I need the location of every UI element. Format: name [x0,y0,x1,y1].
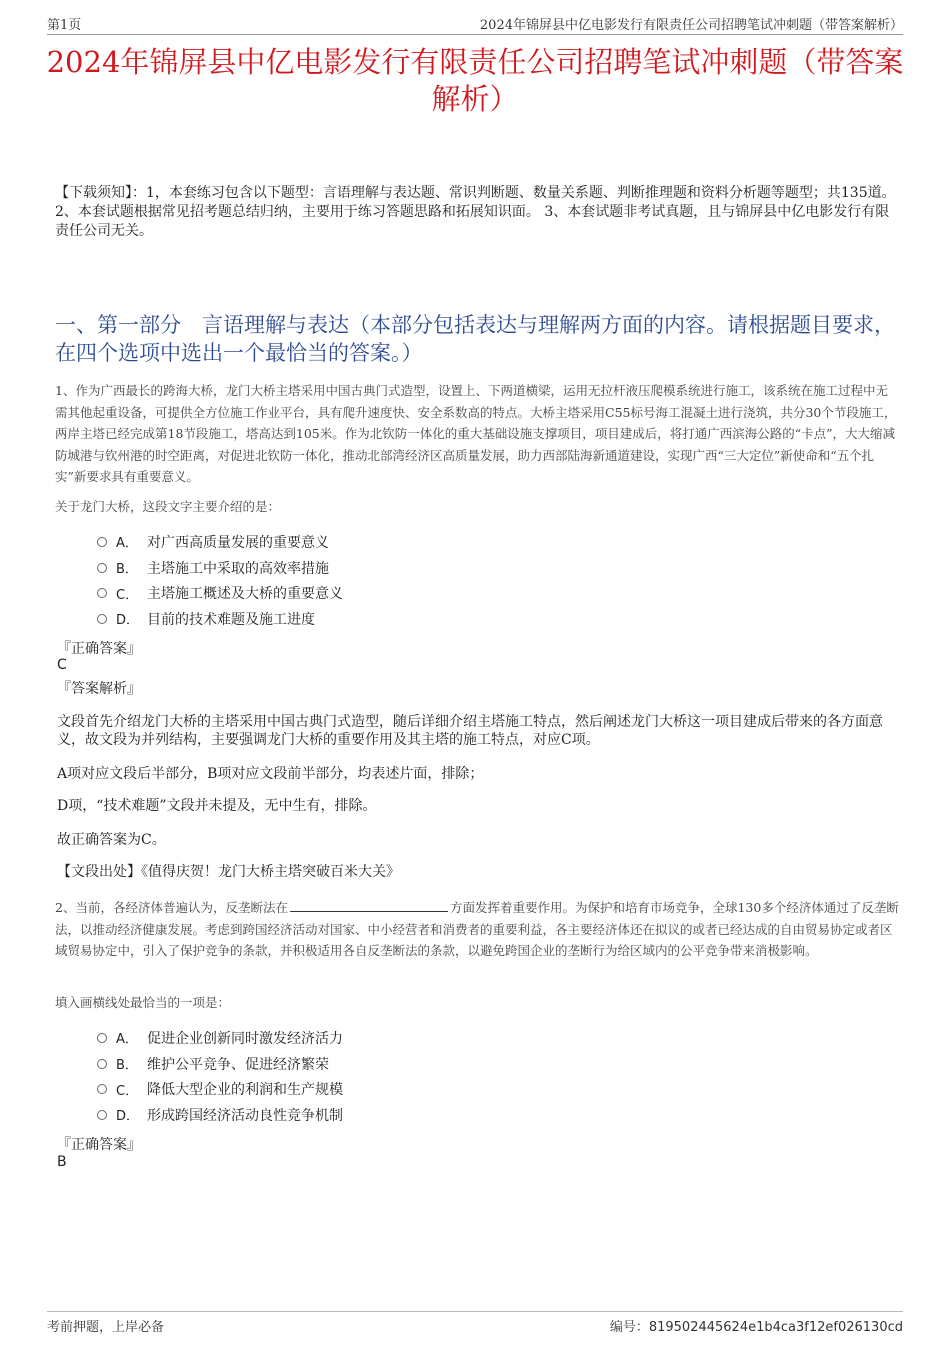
page-footer [47,1311,903,1336]
question-2-prompt: 填入画横线处最恰当的一项是： [55,995,231,1010]
option-text: 主塔施工中采取的高效率措施 [147,560,329,577]
option-text: 主塔施工概述及大桥的重要意义 [147,586,343,603]
page-header [47,10,903,35]
question-2-option-a[interactable] [97,1025,343,1051]
question-1-analysis-label: 『答案解析』 [57,681,141,697]
radio-icon[interactable] [97,1033,107,1043]
question-2-answer: B [57,1154,67,1170]
radio-icon[interactable] [97,537,107,547]
option-letter: A． [116,536,138,552]
question-1-option-b[interactable] [97,555,343,581]
option-letter: A． [116,1032,138,1048]
option-letter: B． [116,1058,138,1074]
radio-icon[interactable] [97,1110,107,1120]
question-1-answer-label: 『正确答案』 [57,641,141,657]
question-1-analysis-p2: A项对应文段后半部分，B项对应文段前半部分，均表述片面，排除； [57,766,484,782]
question-1-answer: C [57,657,67,673]
radio-icon[interactable] [97,563,107,573]
option-text: 对广西高质量发展的重要意义 [147,534,329,551]
question-1-analysis-p3: D项，“技术难题”文段并未提及，无中生有，排除。 [57,798,377,814]
question-2-option-d[interactable] [97,1102,343,1128]
question-1-option-c[interactable] [97,580,343,606]
option-text: 降低大型企业的利润和生产规模 [147,1082,343,1099]
question-2-answer-label: 『正确答案』 [57,1137,141,1153]
footer-code-value: 819502445624e1b4ca3f12ef026130cd [648,1320,903,1335]
option-text: 维护公平竞争、促进经济繁荣 [147,1056,329,1073]
question-2-text [55,897,900,962]
option-letter: C． [116,587,139,603]
radio-icon[interactable] [97,614,107,624]
question-2-option-b[interactable] [97,1051,343,1077]
option-letter: B． [116,562,138,578]
footer-slogan: 考前押题，上岸必备 [47,1320,165,1335]
question-1-text: 1、作为广西最长的跨海大桥，龙门大桥主塔采用中国古典门式造型，设置上、下两道横梁，运用无拉杆液压爬模系统进行施工，该系统在施工过程中无需其他起重设备，可提供全方位施工作业平台，具有爬升速度快、安全系数高的特点。大桥主塔采用C55标号海工混凝土进行浇筑，共分30个节段施工，两岸主塔已经完成第18节段施工，塔高达到105米。作为北钦防一体化的重大基础设施支撑项目，项目建成后，将打通广西滨海公路的“卡点”，大大缩减防城港与钦州港的时空距离，对促进北钦防一体化，推动北部湾经济区高质量发展，助力西部陆海新通道建设，实现广西“三大定位”新使命和“五个扎实”新要求具有重要意义。 [55,383,897,484]
option-letter: D． [116,1109,140,1125]
question-1-options [97,529,343,632]
footer-code [610,1316,903,1335]
question-1-analysis-p4: 故正确答案为C。 [57,832,166,848]
option-letter: D． [116,613,140,629]
option-letter: C． [116,1083,139,1099]
footer-code-label: 编号： [609,1320,649,1335]
question-2-blank [290,899,448,912]
page-number: 第1页 [47,18,82,33]
option-text: 促进企业创新同时激发经济活力 [147,1030,343,1047]
document-title: 2024年锦屏县中亿电影发行有限责任公司招聘笔试冲刺题（带答案解析） [46,45,904,116]
question-1-prompt: 关于龙门大桥，这段文字主要介绍的是： [55,499,281,514]
question-2-text-before: 2、当前，各经济体普遍认为，反垄断法在 [55,900,288,915]
download-notice: 【下载须知】：1，本套练习包含以下题型：言语理解与表达题、常识判断题、数量关系题、判断推理题和资料分析题等题型；共135道。 2、本套试题根据常见招考题总结归纳，主要用于练习答题思路和拓展知识面。 3、本套试题非考试真题，且与锦屏县中亿电影发行有限责任公司无关。 [55,185,896,239]
question-1-source: 【文段出处】《值得庆贺！龙门大桥主塔突破百米大关》 [57,864,400,880]
radio-icon[interactable] [97,1084,107,1094]
question-2-options [97,1025,343,1128]
question-1-option-d[interactable] [97,606,343,632]
option-text: 形成跨国经济活动良性竞争机制 [147,1107,343,1124]
question-2-option-c[interactable] [97,1076,343,1102]
question-1-option-a[interactable] [97,529,343,555]
radio-icon[interactable] [97,588,107,598]
question-2-text-after: 方面发挥着重要作用。为保护和培育市场竞争，全球130多个经济体通过了反垄断法，以推动经济健康发展。考虑到跨国经济活动对国家、中小经营者和消费者的重要利益，各主要经济体还在拟议的或者已经达成的自由贸易协定或者区域贸易协定中，引入了保护竞争的条款，并积极适用各自反垄断法的条款，以避免跨国企业的垄断行为给区域内的公平竞争带来消极影响。 [55,900,899,958]
section-title: 一、第一部分 言语理解与表达（本部分包括表达与理解两方面的内容。请根据题目要求，在四个选项中选出一个最恰当的答案。） [55,313,895,365]
radio-icon[interactable] [97,1059,107,1069]
question-1-analysis-p1: 文段首先介绍龙门大桥的主塔采用中国古典门式造型，随后详细介绍主塔施工特点，然后阐述龙门大桥这一项目建成后带来的各方面意义，故文段为并列结构，主要强调龙门大桥的重要作用及其主塔的施工特点，对应C项。 [57,714,883,748]
header-doc-title: 2024年锦屏县中亿电影发行有限责任公司招聘笔试冲刺题（带答案解析） [479,18,903,33]
option-text: 目前的技术难题及施工进度 [147,611,315,628]
